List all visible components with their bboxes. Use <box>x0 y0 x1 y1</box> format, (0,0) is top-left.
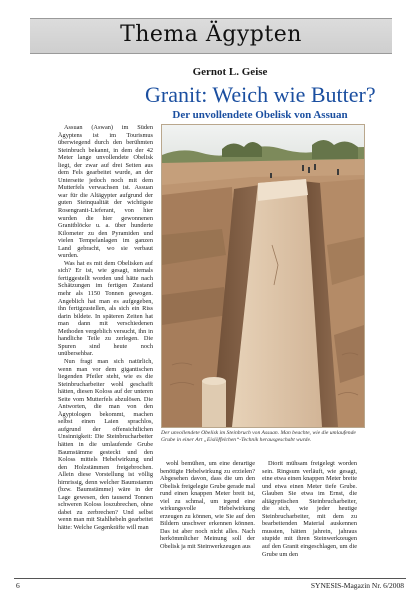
section-title: Thema Ägypten <box>120 22 302 47</box>
obelisk-photo <box>161 124 365 428</box>
text-column-middle <box>160 460 255 572</box>
paragraph: Assuan (Aswan) im Süden Ägyptens ist im Tourismus überwiegend durch den berühmten Steinbruch bekannt, in dem der 42 Meter lange unvollendete Obelisk liegt, der zwar auf drei Seiten aus dem Fels gearbeitet wurde, an der Unterseite jedoch noch mit dem Mutterfels verwachsen ist. Assuan war für die Altägypter aufgrund der guten Steinqualität der wichtigste Rosengranit-Lieferant, von hier wurden die hier gewonnenen Granitblöcke u. a. über hunderte Kilometer zu den Pyramiden und vielen Tempelanlagen im ganzen Land gebracht, wo sie verbaut wurden. <box>58 124 153 260</box>
paragraph: Diorit mühsam freigelegt worden sein. Ringsum verläuft, wie gesagt, eine etwa einen knappen Meter breite und etwa einen Meter tiefe Grube. Glauben Sie etwa im Ernst, die altägyptischen Steinbrucharbeiter, die sich, wie jeder heutige Steinbrucharbeiter, mit dem zu bearbeitenden Material auskennen mussten, hätten jahrein, jahraus stupide mit ihren Steinwerkzeugen auf den Granit eingeschlagen, um die Grube um den <box>262 460 357 558</box>
paragraph: Nun fragt man sich natürlich, wenn man vor dem gigantischen liegenden Pfeiler steht, wie es die Steinbrucharbeiter wohl geschafft hätten, diesen Koloss auf der unteren Seite vom Mutterfels abzulösen. Die Antworten, die man von den Ägyptologen bekommt, machen selbst einen Laien sprachlos, aufgrund der offensichtlichen Unsinnigkeit: Die Steinbrucharbeiter hätten in die umlaufende Grube Baumstämme gesteckt und den Koloss mittels Hebelwirkung und den Holzstämmen freigebrochen. Allein diese Vorstellung ist völlig hirnrissig, denn welcher Baumstamm (bzw. Baumstämme) wäre in der Lage gewesen, den tausend Tonnen schweren Koloss loszubrechen, ohne dabei zu zerbrechen? Und selbst wenn man mit Stahlhebeln gearbeitet hätte: Welche Gegenkräfte will man <box>58 357 153 531</box>
obelisk-quarry-image <box>162 125 364 427</box>
article-subheadline: Der unvollendete Obelisk von Assuan <box>172 109 348 121</box>
text-column-right <box>262 460 357 572</box>
page-number: 6 <box>16 581 20 590</box>
footer-rule <box>14 578 406 579</box>
photo-caption: Der unvollendete Obelisk im Steinbruch von Assuan. Man beachte, wie die umlaufende Grube in einer Art „Eislöffelchen“-Technik herausgeschabt wurde. <box>161 430 356 443</box>
journal-issue: SYNESIS-Magazin Nr. 6/2008 <box>310 581 404 590</box>
article-headline: Granit: Weich wie Butter? <box>145 82 376 107</box>
text-column-left <box>58 124 153 572</box>
header-band <box>30 18 392 54</box>
paragraph: Was hat es mit dem Obelisken auf sich? Er ist, wie gesagt, niemals fertiggestellt worden und hätte nach Schätzungen im fertigen Zustand mehr als 1150 Tonnen gewogen. Angeblich hat man es aufgegeben, ihn fertigzustellen, als sich ein Riss darin bildete. In späteren Zeiten hat man dann mit verschiedenen Methoden vergeblich versucht, ihn in handliche Teile zu zerlegen. Die Spuren sind heute noch unübersehbar. <box>58 259 153 358</box>
author-name: Gernot L. Geise <box>192 66 268 78</box>
paragraph: wohl bemühen, um eine derartige benötigte Hebelwirkung zu erzielen? Abgesehen davon, dass die um den Obelisk freigelegte Grube gerade mal rund einen knappen Meter breit ist, viel zu schmal, um irgend eine wirkungsvolle Hebelwirkung erzeugen zu können, wie Sie auf den Bildern unschwer erkennen können. Das ist aber noch nicht alles. Nach herkömmlicher Meinung soll der Obelisk ja mit Steinwerkzeugen aus <box>160 460 255 551</box>
